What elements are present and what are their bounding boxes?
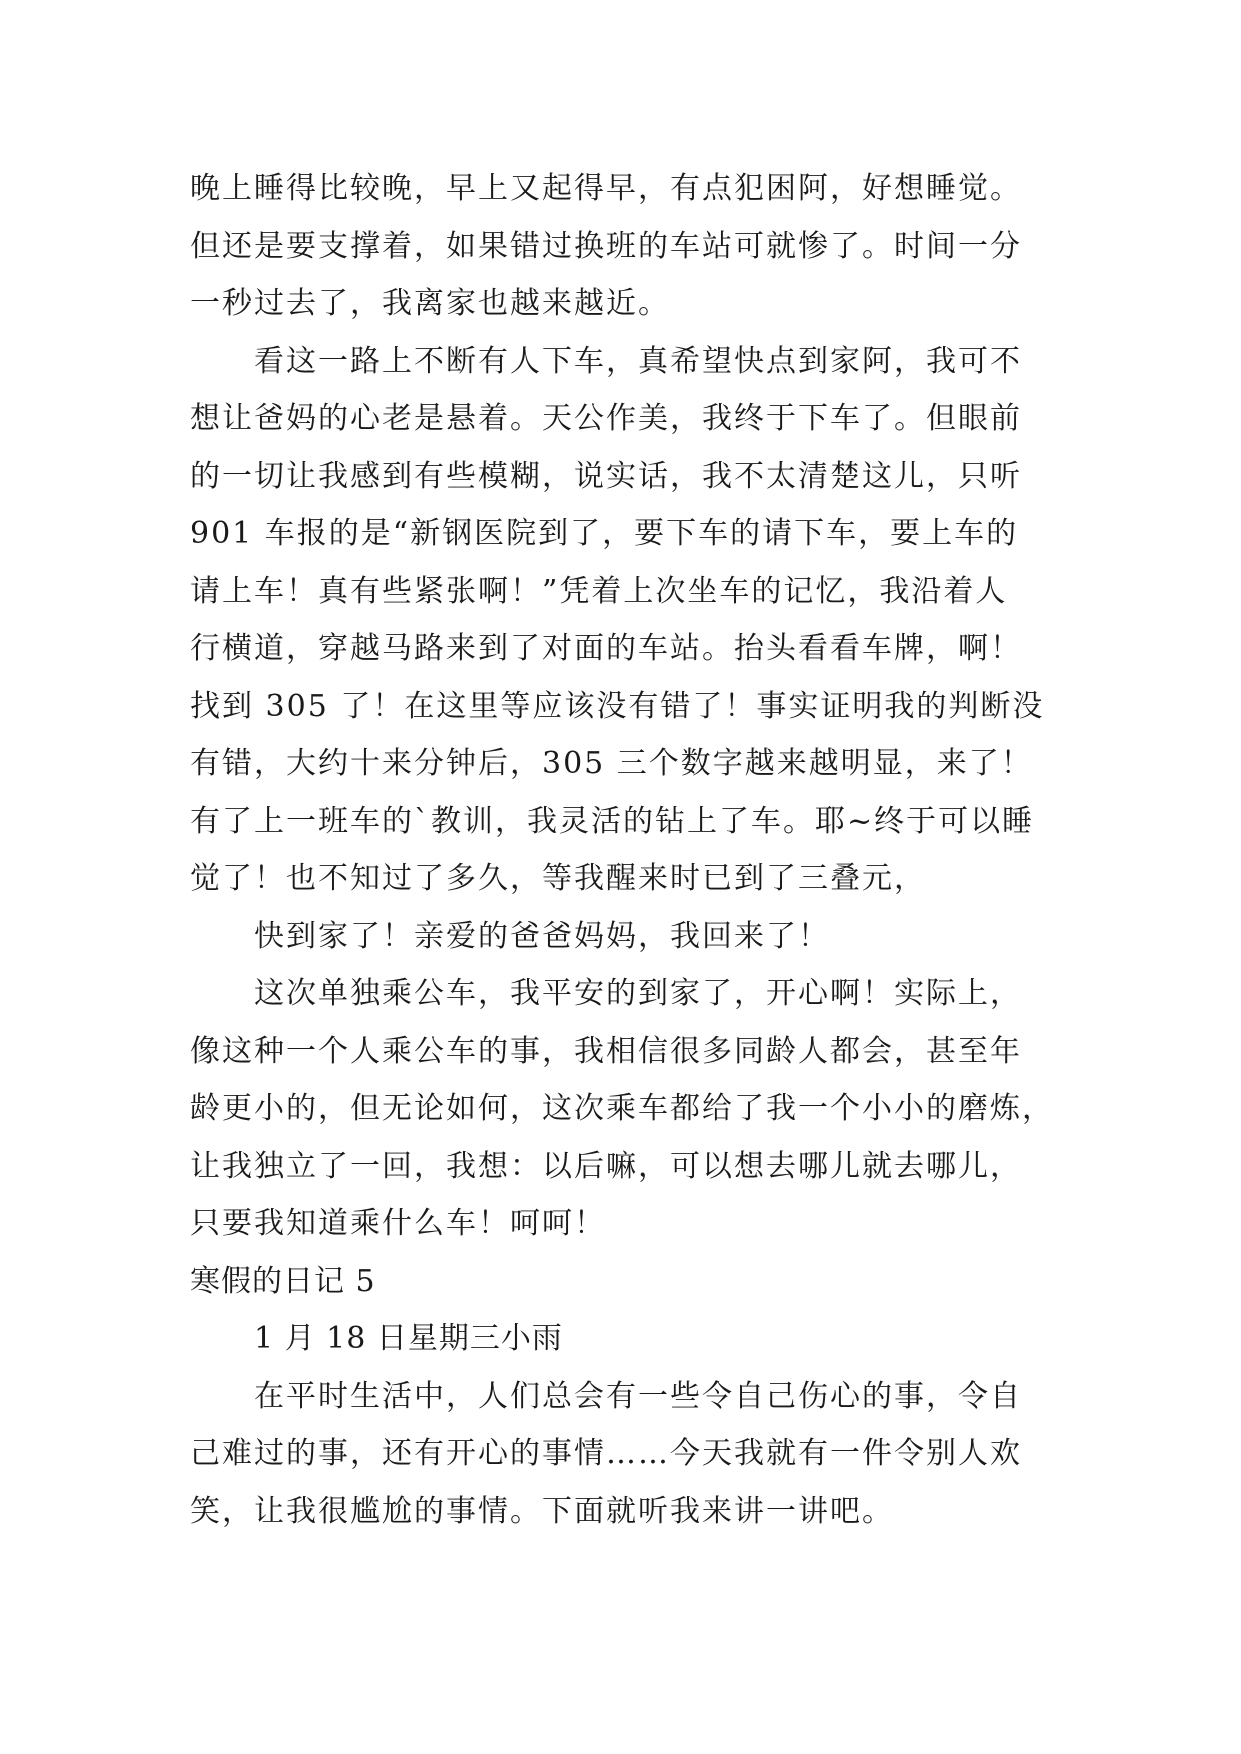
text-line: 但还是要支撑着，如果错过换班的车站可就惨了。时间一分 xyxy=(190,228,1022,264)
text-line: 己难过的事，还有开心的事情……今天我就有一件令别人欢 xyxy=(190,1436,1022,1471)
text-line: 有了上一班车的`教训，我灵活的钻上了车。耶~终于可以睡 xyxy=(190,803,1035,839)
text-line: 想让爸妈的心老是悬着。天公作美，我终于下车了。但眼前 xyxy=(190,401,1022,436)
text-line: 一秒过去了，我离家也越来越近。 xyxy=(190,286,670,321)
paragraph-start: 在平时生活中，人们总会有一些令自己伤心的事，令自 xyxy=(254,1378,1022,1414)
text-line: 像这种一个人乘公车的事，我相信很多同龄人都会，甚至年 xyxy=(190,1033,1022,1069)
paragraph-start: 这次单独乘公车，我平安的到家了，开心啊！实际上， xyxy=(254,976,1022,1011)
text-line: 找到 305 了！在这里等应该没有错了！事实证明我的判断没 xyxy=(190,688,1045,724)
text-line: 请上车！真有些紧张啊！”凭着上次坐车的记忆，我沿着人 xyxy=(190,573,1008,609)
text-line: 的一切让我感到有些模糊，说实话，我不太清楚这儿，只听 xyxy=(190,458,1022,494)
paragraph-start: 看这一路上不断有人下车，真希望快点到家阿，我可不 xyxy=(254,343,1022,379)
text-line: 有错，大约十来分钟后，305 三个数字越来越明显，来了！ xyxy=(190,746,1033,781)
body-text xyxy=(190,160,1070,1540)
paragraph-start: 快到家了！亲爱的爸爸妈妈，我回来了！ xyxy=(254,918,830,954)
section-heading: 寒假的日记 5 xyxy=(190,1263,376,1299)
text-line: 只要我知道乘什么车！呵呵！ xyxy=(190,1206,606,1241)
text-line: 觉了！也不知过了多久，等我醒来时已到了三叠元， xyxy=(190,861,926,896)
text-line: 龄更小的，但无论如何，这次乘车都给了我一个小小的磨炼， xyxy=(190,1091,1054,1126)
text-line: 笑，让我很尴尬的事情。下面就听我来讲一讲吧。 xyxy=(190,1493,894,1529)
text-line: 901 车报的是“新钢医院到了，要下车的请下车，要上车的 xyxy=(190,516,1019,551)
text-line: 让我独立了一回，我想：以后嘛，可以想去哪儿就去哪儿， xyxy=(190,1148,1022,1184)
text-line: 晚上睡得比较晚，早上又起得早，有点犯困阿，好想睡觉。 xyxy=(190,171,1022,206)
diary-date: 1 月 18 日星期三小雨 xyxy=(254,1321,563,1356)
text-line: 行横道，穿越马路来到了对面的车站。抬头看看车牌，啊！ xyxy=(190,631,1022,666)
